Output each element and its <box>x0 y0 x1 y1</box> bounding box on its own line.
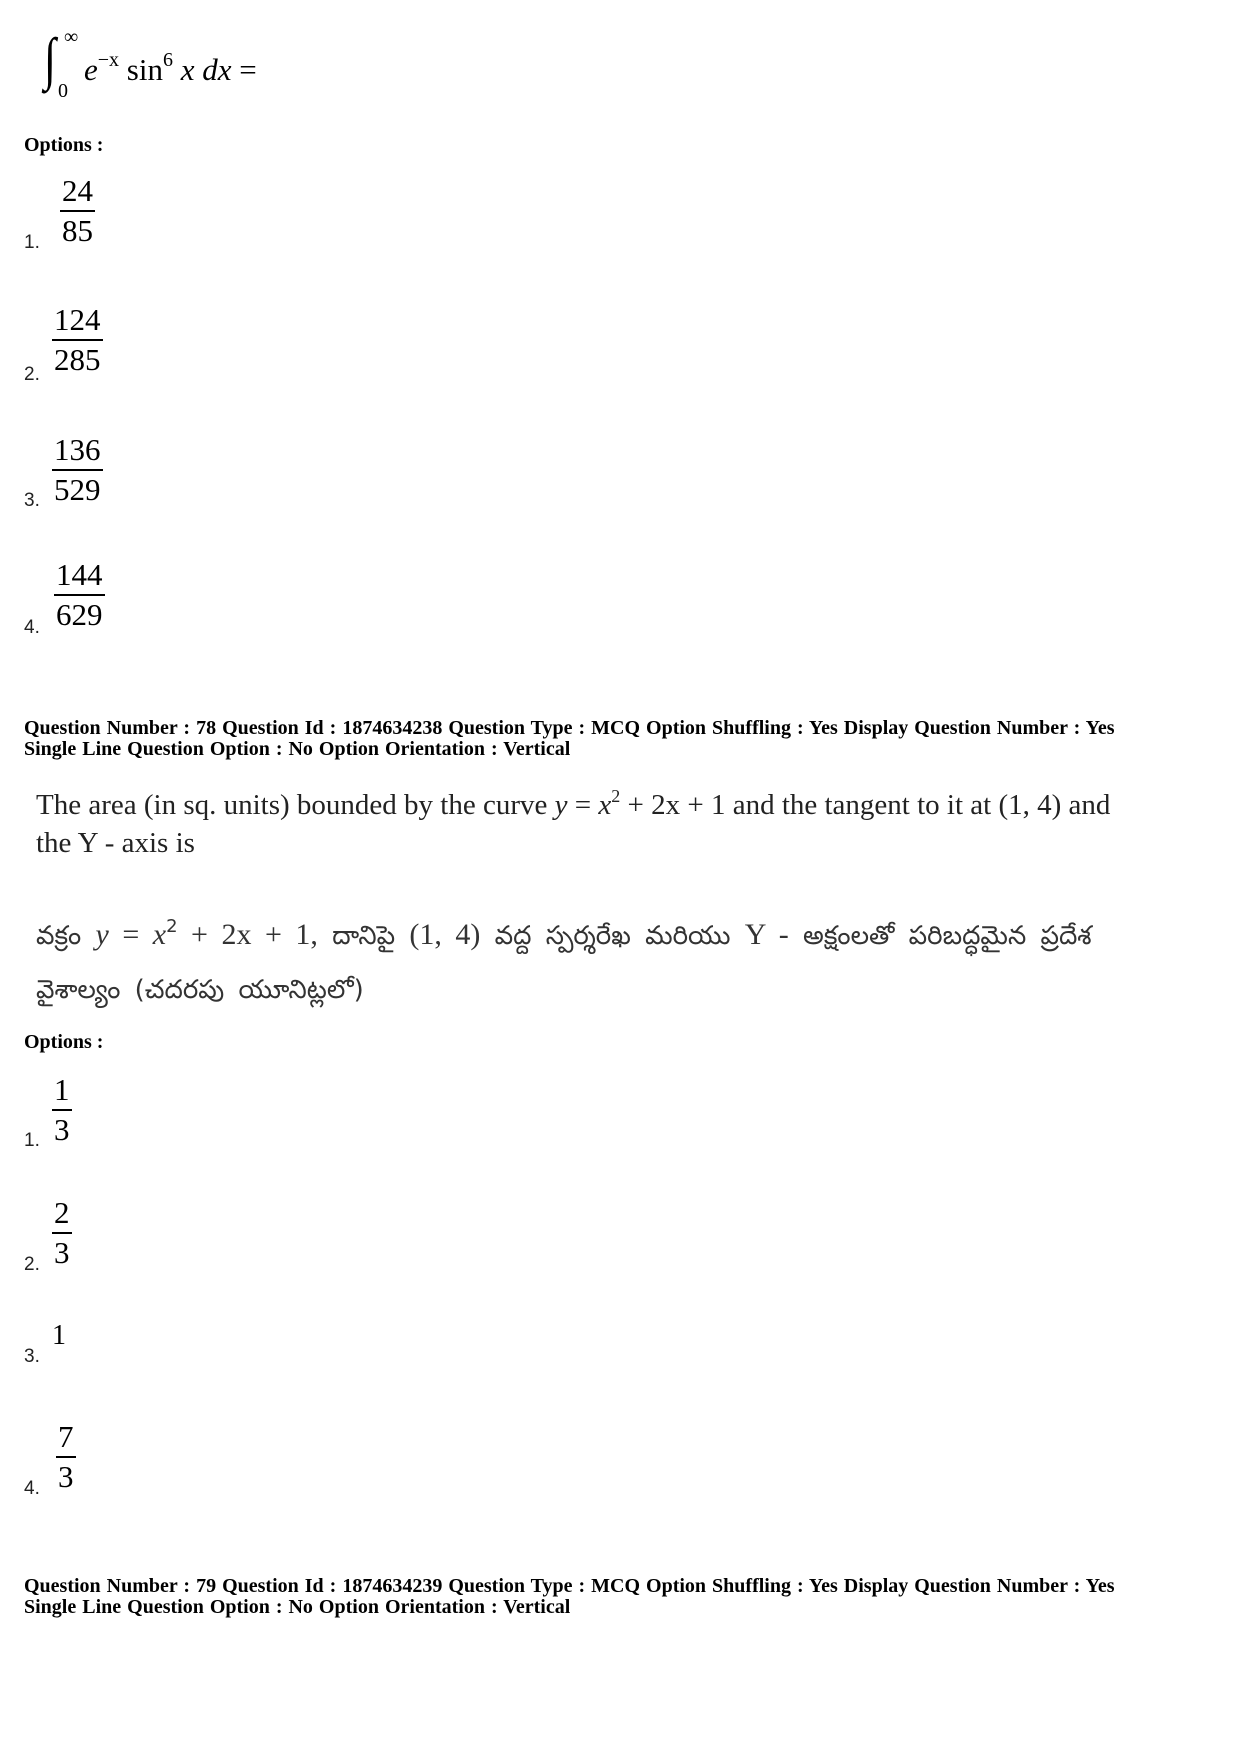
question-meta-line1: Question Number : 78 Question Id : 1874634238 Question Type : MCQ Option Shuffling : Yes Display Question Number : Yes <box>24 717 1115 739</box>
integrand-exponent: −x <box>97 49 120 71</box>
fraction-numerator: 24 <box>62 173 93 208</box>
option-number: 4. <box>24 1478 40 1499</box>
integral-equals: = <box>239 52 257 87</box>
integral-sign: ∫ <box>44 26 56 91</box>
fraction-numerator: 136 <box>54 432 101 467</box>
fraction-denominator: 3 <box>52 1232 72 1272</box>
option-value[interactable]: 1 <box>52 1320 66 1351</box>
question-meta-line2: Single Line Question Option : No Option Orientation : Vertical <box>24 738 571 760</box>
question-meta <box>24 718 1114 760</box>
option-fraction[interactable] <box>54 556 105 634</box>
integral-expression <box>36 24 336 104</box>
telugu-line2: వైశాల్యం (చదరపు యూనిట్లలో) <box>36 975 364 1005</box>
options-label: Options : <box>24 134 104 156</box>
option-fraction[interactable] <box>52 431 103 509</box>
option-fraction[interactable] <box>56 1418 76 1496</box>
integrand-power: 6 <box>162 49 173 71</box>
options-label: Options : <box>24 1031 104 1053</box>
option-number: 1. <box>24 1130 40 1151</box>
fraction-numerator: 144 <box>56 557 103 592</box>
option-fraction[interactable] <box>52 301 103 379</box>
fraction-denominator: 285 <box>52 339 103 379</box>
option-number: 3. <box>24 1346 40 1367</box>
fraction-numerator: 7 <box>58 1419 74 1454</box>
fraction-denominator: 3 <box>56 1456 76 1496</box>
telugu-line1: వక్రం $y = x^2 + 2x + 1$, దానిపై (1, 4) వద్ద స్పర్శరేఖ మరియు Y - అక్షంలతో పరిబద్ధమైన ప్రదేశ <box>36 916 1092 951</box>
option-number: 2. <box>24 364 40 385</box>
option-number: 4. <box>24 617 40 638</box>
fraction-denominator: 3 <box>52 1109 72 1149</box>
integrand <box>84 49 257 88</box>
fraction-denominator: 529 <box>52 469 103 509</box>
question-meta <box>24 1576 1114 1618</box>
question-text-line1: The area (in sq. units) bounded by the curve $y = x^2 + 2x + 1$ and the tangent to it at (1, 4) and <box>36 786 1111 821</box>
integrand-base: e <box>84 52 98 87</box>
option-number: 3. <box>24 490 40 511</box>
question-text-telugu <box>36 908 1216 1017</box>
integral-upper-limit: ∞ <box>64 26 79 48</box>
fraction-numerator: 124 <box>54 302 101 337</box>
question-meta-line2: Single Line Question Option : No Option Orientation : Vertical <box>24 1596 571 1618</box>
option-fraction[interactable] <box>60 172 95 250</box>
fraction-denominator: 85 <box>60 210 95 250</box>
fraction-numerator: 1 <box>54 1072 70 1107</box>
option-number: 2. <box>24 1254 40 1275</box>
question-text-english <box>36 786 1216 862</box>
integrand-function: sin <box>126 52 163 87</box>
integrand-variable: x dx <box>180 52 232 87</box>
question-text-line2: the Y - axis is <box>36 827 195 859</box>
integral-lower-limit: 0 <box>58 80 68 102</box>
option-fraction[interactable] <box>52 1194 72 1272</box>
fraction-denominator: 629 <box>54 594 105 634</box>
fraction-numerator: 2 <box>54 1195 70 1230</box>
option-fraction[interactable] <box>52 1071 72 1149</box>
question-meta-line1: Question Number : 79 Question Id : 1874634239 Question Type : MCQ Option Shuffling : Yes Display Question Number : Yes <box>24 1575 1115 1597</box>
option-number: 1. <box>24 232 40 253</box>
